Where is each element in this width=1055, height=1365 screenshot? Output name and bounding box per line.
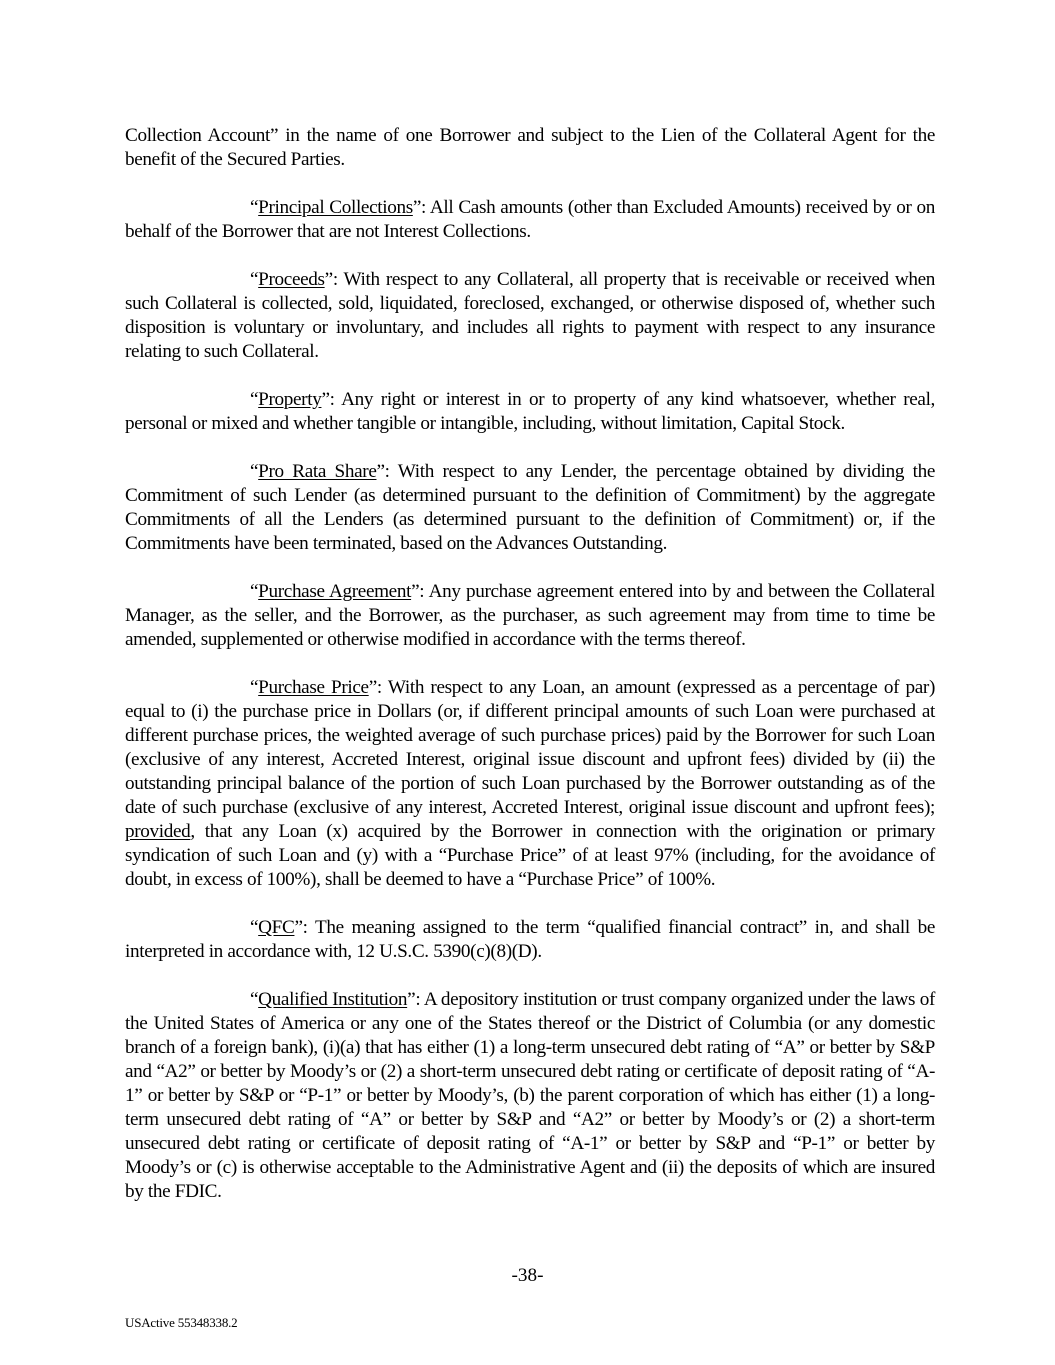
definition-pro-rata-share: “Pro Rata Share”: With respect to any Lender, the percentage obtained by dividing the Commitment of such Lender (as determined pursuant to the definition of Commitment) by the aggregate Commitments of all the Lenders (as determined pursuant to the definition of Commitment) or, if the Commitments have been terminated, based on the Advances Outstanding.	[125, 461, 935, 554]
definition-text: : With respect to any Loan, an amount (expressed as a percentage of par) equal to (i) the purchase price in Dollars (or, if different principal amounts of such Loan were purchased at different purchase prices, the weighted average of such purchase prices) paid by the Borrower for such Loan (exclusive of any interest, Accreted Interest, original issue discount and upfront fees) divided by (ii) the outstanding principal balance of the portion of such Loan purchased by the Borrower outstanding as of the date of such purchase (exclusive of any interest, Accreted Interest, original issue discount and upfront fees);	[125, 677, 935, 818]
document-id: USActive 55348338.2	[125, 1315, 238, 1330]
definition-property: “Property”: Any right or interest in or to property of any kind whatsoever, whether real, personal or mixed and whether tangible or intangible, including, without limitation, Capital Stock.	[125, 389, 935, 434]
defined-term: Pro Rata Share	[258, 461, 377, 482]
definition-text: : Any purchase agreement entered into by and between the Collateral Manager, as the seller, and the Borrower, as the purchaser, as such agreement may from time to time be amended, supplemented or otherwise modified in accordance with the terms thereof.	[125, 581, 935, 650]
defined-term: QFC	[258, 917, 295, 938]
definition-purchase-price: “Purchase Price”: With respect to any Loan, an amount (expressed as a percentage of par) equal to (i) the purchase price in Dollars (or, if different principal amounts of such Loan were purchased at different purchase prices, the weighted average of such purchase prices) paid by the Borrower for such Loan (exclusive of any interest, Accreted Interest, original issue discount and upfront fees) divided by (ii) the outstanding principal balance of the portion of such Loan purchased by the Borrower outstanding as of the date of such purchase (exclusive of any interest, Accreted Interest, original issue discount and upfront fees); provided, that any Loan (x) acquired by the Borrower in connection with the origination or primary syndication of such Loan and (y) with a “Purchase Price” of at least 97% (including, for the avoidance of doubt, in excess of 100%), shall be deemed to have a “Purchase Price” of 100%.	[125, 677, 935, 890]
defined-term: Principal Collections	[258, 197, 413, 218]
defined-term: Purchase Agreement	[258, 581, 412, 602]
definition-qualified-institution: “Qualified Institution”: A depository institution or trust company organized under the laws of the United States of America or any one of the States thereof or the District of Columbia (or any domestic branch of a foreign bank), (i)(a) that has either (1) a long-term unsecured debt rating of “A” or better by S&P and “A2” or better by Moody’s or (2) a short-term unsecured debt rating or certificate of deposit rating of “A-1” or better by S&P or “P-1” or better by Moody’s, (b) the parent corporation of which has either (1) a long-term unsecured debt rating of “A” or better by S&P and “A2” or better by Moody’s or (2) a short-term unsecured debt rating or certificate of deposit rating of “A-1” or better by S&P and “P-1” or better by Moody’s or (c) is otherwise acceptable to the Administrative Agent and (ii) the deposits of which are insured by the FDIC.	[125, 989, 935, 1202]
definition-qfc: “QFC”: The meaning assigned to the term “qualified financial contract” in, and shall be interpreted in accordance with, 12 U.S.C. 5390(c)(8)(D).	[125, 917, 935, 962]
definition-principal-collections: “Principal Collections”: All Cash amounts (other than Excluded Amounts) received by or on behalf of the Borrower that are not Interest Collections.	[125, 197, 935, 242]
definition-text-after: , that any Loan (x) acquired by the Borrower in connection with the origination or primary syndication of such Loan and (y) with a “Purchase Price” of at least 97% (including, for the avoidance of doubt, in excess of 100%), shall be deemed to have a “Purchase Price” of 100%.	[125, 821, 935, 890]
continuation-paragraph: Collection Account” in the name of one Borrower and subject to the Lien of the Collateral Agent for the benefit of the Secured Parties.	[125, 125, 935, 170]
definition-purchase-agreement: “Purchase Agreement”: Any purchase agreement entered into by and between the Collateral Manager, as the seller, and the Borrower, as the purchaser, as such agreement may from time to time be amended, supplemented or otherwise modified in accordance with the terms thereof.	[125, 581, 935, 650]
provided-term: provided	[125, 821, 191, 842]
page-number: -38-	[511, 1265, 544, 1286]
defined-term: Proceeds	[258, 269, 325, 290]
defined-term: Property	[258, 389, 322, 410]
definition-text: : With respect to any Collateral, all property that is receivable or received when such Collateral is collected, sold, liquidated, foreclosed, exchanged, or otherwise disposed of, whether such disposition is voluntary or involuntary, and includes all rights to payment with respect to any insurance relating to such Collateral.	[125, 269, 935, 362]
definition-proceeds: “Proceeds”: With respect to any Collateral, all property that is receivable or received when such Collateral is collected, sold, liquidated, foreclosed, exchanged, or otherwise disposed of, whether such disposition is voluntary or involuntary, and includes all rights to payment with respect to any insurance relating to such Collateral.	[125, 269, 935, 362]
defined-term: Purchase Price	[258, 677, 369, 698]
definition-text: : With respect to any Lender, the percentage obtained by dividing the Commitment of such Lender (as determined pursuant to the definition of Commitment) by the aggregate Commitments of all the Lenders (as determined pursuant to the definition of Commitment) or, if the Commitments have been terminated, based on the Advances Outstanding.	[125, 461, 935, 554]
defined-term: Qualified Institution	[258, 989, 408, 1010]
definition-text: : All Cash amounts (other than Excluded Amounts) received by or on behalf of the Borrower that are not Interest Collections.	[125, 197, 935, 242]
definition-text: : A depository institution or trust company organized under the laws of the United States of America or any one of the States thereof or the District of Columbia (or any domestic branch of a foreign bank), (i)(a) that has either (1) a long-term unsecured debt rating of “A” or better by S&P and “A2” or better by Moody’s or (2) a short-term unsecured debt rating or certificate of deposit rating of “A-1” or better by S&P or “P-1” or better by Moody’s, (b) the parent corporation of which has either (1) a long-term unsecured debt rating of “A” or better by S&P and “A2” or better by Moody’s or (2) a short-term unsecured debt rating or certificate of deposit rating of “A-1” or better by S&P and “P-1” or better by Moody’s or (c) is otherwise acceptable to the Administrative Agent and (ii) the deposits of which are insured by the FDIC.	[125, 989, 935, 1202]
definition-text: : The meaning assigned to the term “qualified financial contract” in, and shall be interpreted in accordance with, 12 U.S.C. 5390(c)(8)(D).	[125, 917, 935, 962]
definition-text: : Any right or interest in or to property of any kind whatsoever, whether real, personal or mixed and whether tangible or intangible, including, without limitation, Capital Stock.	[125, 389, 935, 434]
document-body	[125, 124, 935, 1228]
